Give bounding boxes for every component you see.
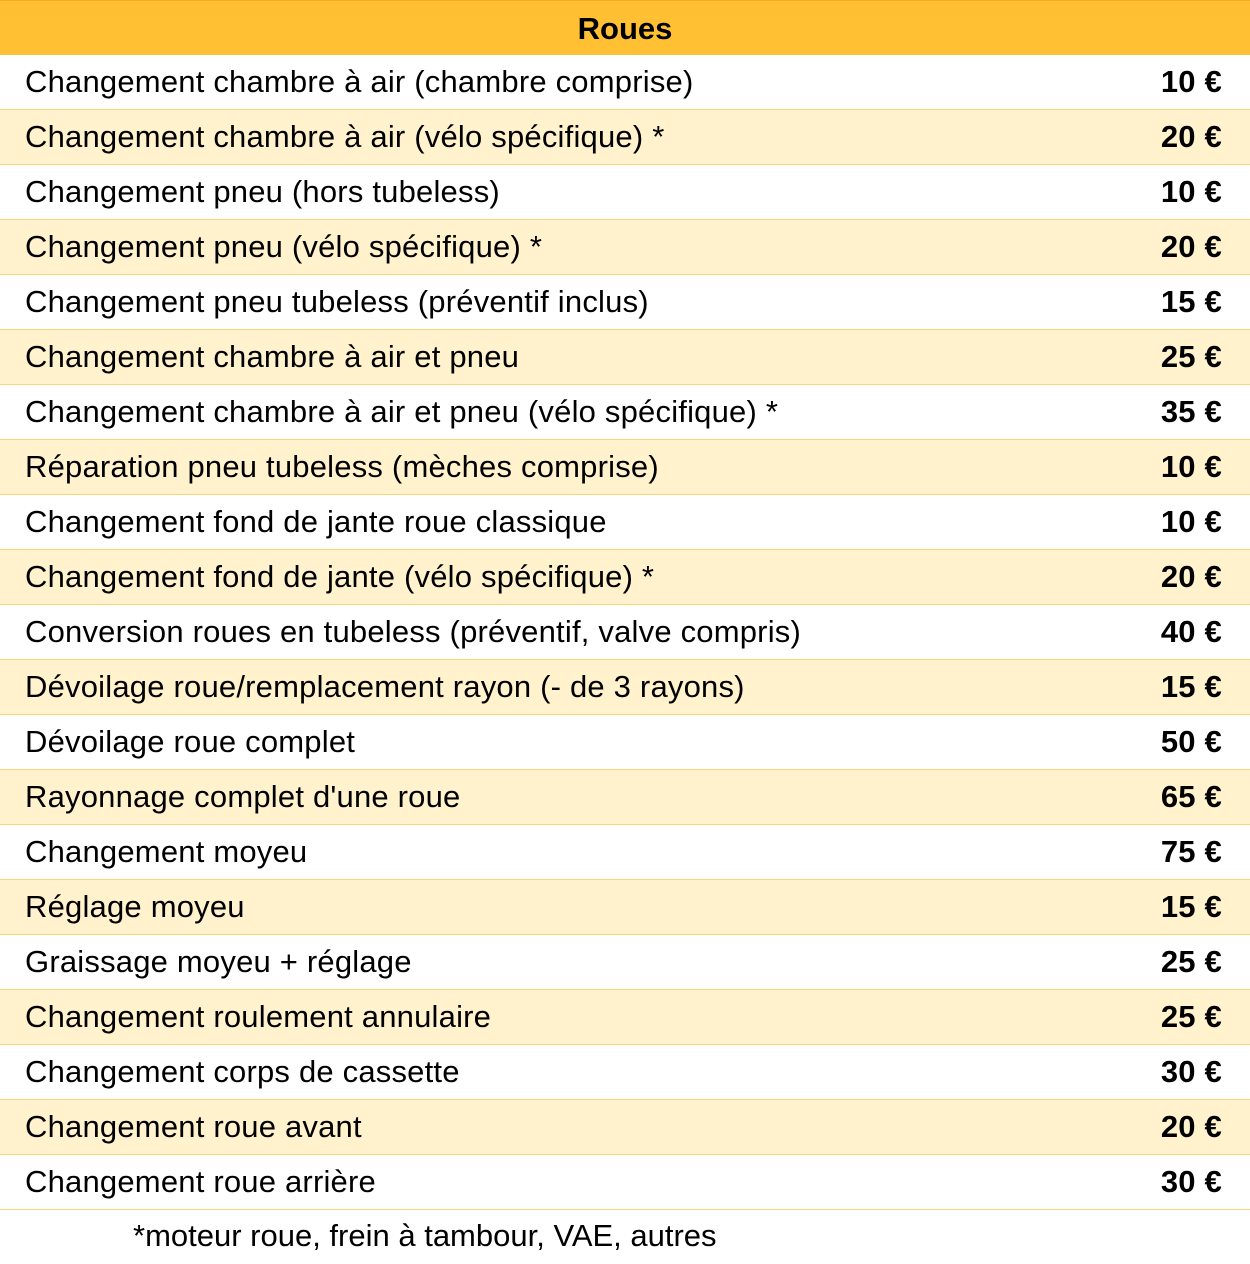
table-body [0, 55, 1250, 1210]
table-row [0, 330, 1250, 385]
service-price: 10 € [1160, 504, 1222, 539]
table-row [0, 1155, 1250, 1210]
service-price: 20 € [1160, 1109, 1222, 1144]
service-price: 15 € [1160, 284, 1222, 319]
table-row [0, 220, 1250, 275]
service-price: 25 € [1160, 339, 1222, 374]
table-row [0, 770, 1250, 825]
table-row [0, 825, 1250, 880]
service-label: Changement pneu tubeless (préventif inclus) [25, 284, 649, 319]
table-row [0, 605, 1250, 660]
service-label: Changement fond de jante roue classique [25, 504, 607, 539]
table-row [0, 660, 1250, 715]
service-label: Changement corps de cassette [25, 1054, 460, 1089]
service-price: 15 € [1160, 669, 1222, 704]
table-row [0, 990, 1250, 1045]
service-label: Changement roulement annulaire [25, 999, 492, 1034]
service-price: 20 € [1160, 559, 1222, 594]
service-label: Conversion roues en tubeless (préventif, valve compris) [25, 614, 802, 649]
service-label: Changement roue avant [25, 1109, 362, 1144]
service-price: 10 € [1160, 64, 1222, 99]
service-price: 50 € [1160, 724, 1222, 759]
service-price: 75 € [1160, 834, 1222, 869]
table-row [0, 495, 1250, 550]
table-row [0, 715, 1250, 770]
service-label: Réparation pneu tubeless (mèches comprise) [25, 449, 659, 484]
service-price: 25 € [1160, 944, 1222, 979]
service-price: 20 € [1160, 119, 1222, 154]
service-label: Changement chambre à air (vélo spécifique) * [25, 119, 665, 154]
table-row [0, 935, 1250, 990]
table-row [0, 165, 1250, 220]
service-label: Changement pneu (hors tubeless) [25, 174, 500, 209]
service-price: 30 € [1160, 1054, 1222, 1089]
service-label: Graissage moyeu + réglage [25, 944, 412, 979]
service-label: Changement roue arrière [25, 1164, 376, 1199]
service-price: 15 € [1160, 889, 1222, 924]
table-row [0, 1100, 1250, 1155]
service-price: 65 € [1160, 779, 1222, 814]
table-row [0, 275, 1250, 330]
table-row [0, 550, 1250, 605]
service-price: 10 € [1160, 174, 1222, 209]
service-label: Changement moyeu [25, 834, 308, 869]
service-label: Réglage moyeu [25, 889, 245, 924]
service-price: 30 € [1160, 1164, 1222, 1199]
service-label: Changement fond de jante (vélo spécifique) * [25, 559, 655, 594]
table-row [0, 55, 1250, 110]
service-label: Changement chambre à air et pneu (vélo spécifique) * [25, 394, 779, 429]
service-label: Rayonnage complet d'une roue [25, 779, 461, 814]
service-price: 20 € [1160, 229, 1222, 264]
table-row [0, 1045, 1250, 1100]
service-label: Dévoilage roue complet [25, 724, 356, 759]
table-row [0, 440, 1250, 495]
service-price: 10 € [1160, 449, 1222, 484]
service-price: 25 € [1160, 999, 1222, 1034]
service-price: 40 € [1160, 614, 1222, 649]
table-row [0, 385, 1250, 440]
service-price: 35 € [1160, 394, 1222, 429]
service-label: Dévoilage roue/remplacement rayon (- de 3 rayons) [25, 669, 745, 704]
service-label: Changement chambre à air et pneu [25, 339, 520, 374]
service-label: Changement chambre à air (chambre comprise) [25, 64, 694, 99]
table-row [0, 110, 1250, 165]
footnote: *moteur roue, frein à tambour, VAE, autres [133, 1218, 717, 1253]
table-title: Roues [0, 0, 1250, 55]
service-label: Changement pneu (vélo spécifique) * [25, 229, 543, 264]
table-row [0, 880, 1250, 935]
